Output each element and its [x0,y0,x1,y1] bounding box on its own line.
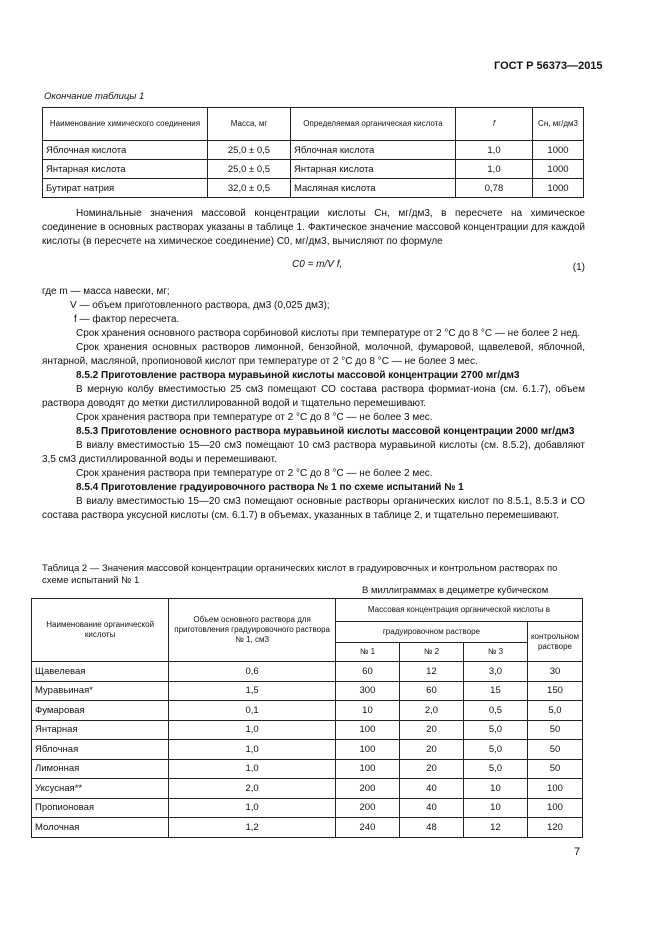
table-row [32,662,583,682]
cell: Яблочная кислота [43,141,208,160]
cell: 150 [527,681,582,701]
table-2 [31,598,583,838]
cell: 0,78 [456,179,533,198]
cell: 1,0 [169,798,336,818]
cell: 25,0 ± 0,5 [208,160,291,179]
table-1 [42,107,584,198]
cell: 40 [399,779,463,799]
cell: 100 [335,759,399,779]
section-heading-8-5-4: 8.5.4 Приготовление градуировочного раствора № 1 по схеме испытаний № 1 [76,482,464,493]
cell: Бутират натрия [43,179,208,198]
cell: 1,5 [169,681,336,701]
cell: 50 [527,759,582,779]
cell: 1000 [533,179,584,198]
cell: 2,0 [399,701,463,721]
cell: 1,0 [169,740,336,760]
col-header-cn: Сн, мг/дм3 [533,108,584,141]
cell: 48 [399,818,463,838]
cell: Янтарная кислота [291,160,456,179]
table1-continuation-caption: Окончание таблицы 1 [44,91,145,102]
cell: 0,1 [169,701,336,721]
cell: 100 [527,798,582,818]
cell: Пропионовая [32,798,169,818]
cell: 1000 [533,141,584,160]
formula-number: (1) [572,262,585,273]
cell: Яблочная [32,740,169,760]
definition-f: f — фактор пересчета. [74,314,180,325]
table-row [32,681,583,701]
cell: 1000 [533,160,584,179]
col-header-n3: № 3 [463,643,527,662]
section-heading-8-5-3: 8.5.3 Приготовление основного раствора муравьиной кислоты массовой концентрации 2000 мг/дм3 [76,426,575,437]
cell: 20 [399,759,463,779]
paragraph: Срок хранения раствора при температуре от 2 °С до 8 °С — не более 3 мес. [76,412,433,423]
document-header: ГОСТ Р 56373—2015 [494,60,603,72]
cell: Масляная кислота [291,179,456,198]
cell: 120 [527,818,582,838]
cell: 0,5 [463,701,527,721]
cell: 300 [335,681,399,701]
col-header-volume: Объем основного раствора для приготовления градуировочного раствора № 1, см3 [169,599,336,662]
definition-v: V — объем приготовленного раствора, дм3 (0,025 дм3); [70,300,330,311]
cell: 12 [463,818,527,838]
cell: 5,0 [463,740,527,760]
paragraph: Номинальные значения массовой концентрации кислоты Сн, мг/дм3, в пересчете на химическое соединение в основных растворах указаны в таблице 1. Фактическое значение массовой концентрации для каждой кислоты (в пересчете на химическое соединение) С0, мг/дм3, вычисляют по формуле [42,208,585,247]
cell: 20 [399,740,463,760]
paragraph: Срок хранения основных растворов лимонной, бензойной, молочной, фумаровой, щавелевой, яблочной, янтарной, масляной, пропионовой кислот при температуре от 2 °С до 8 °С — не более 3 мес. [42,342,585,367]
cell: 30 [527,662,582,682]
col-header-f: f [456,108,533,141]
table-row [32,740,583,760]
cell: Янтарная кислота [43,160,208,179]
paragraph: Срок хранения основного раствора сорбиновой кислоты при температуре от 2 °С до 8 °С — не более 2 нед. [76,328,581,339]
cell: 0,6 [169,662,336,682]
table-row [43,160,584,179]
col-header-mass-conc: Массовая концентрация органической кислоты в [335,599,582,622]
cell: 5,0 [463,759,527,779]
cell: Щавелевая [32,662,169,682]
cell: Молочная [32,818,169,838]
table-row [43,179,584,198]
col-header-calibration: градуировочном растворе [335,622,527,643]
cell: Янтарная [32,720,169,740]
cell: Муравьиная* [32,681,169,701]
page-number: 7 [574,846,581,858]
table-row [32,818,583,838]
table-row [32,701,583,721]
paragraph: В виалу вместимостью 15—20 см3 помещают основные растворы органических кислот по 8.5.1, 8.5.3 и СО состава раствора уксусной кислоты (см. 6.1.7) в объемах, указанных в таблице 2, и тщательно перемешивают. [42,496,585,521]
cell: 10 [463,779,527,799]
cell: 1,0 [456,141,533,160]
col-header-acid: Определяемая органическая кислота [291,108,456,141]
cell: 10 [335,701,399,721]
cell: 50 [527,740,582,760]
cell: 2,0 [169,779,336,799]
col-header-acid-name: Наименование органической кислоты [32,599,169,662]
col-header-n1: № 1 [335,643,399,662]
col-header-mass: Масса, мг [208,108,291,141]
table-header-row [43,108,584,141]
table-row [32,759,583,779]
col-header-compound: Наименование химического соединения [43,108,208,141]
table-row [32,720,583,740]
cell: 5,0 [527,701,582,721]
table-row [32,798,583,818]
cell: Лимонная [32,759,169,779]
cell: 100 [335,740,399,760]
cell: 25,0 ± 0,5 [208,141,291,160]
table-row [43,141,584,160]
cell: 240 [335,818,399,838]
cell: 1,2 [169,818,336,838]
body-text [42,207,585,523]
formula-1 [42,249,585,285]
definition-m: где m — масса навески, мг; [42,286,170,297]
cell: 40 [399,798,463,818]
cell: 12 [399,662,463,682]
cell: 200 [335,798,399,818]
cell: 15 [463,681,527,701]
cell: 200 [335,779,399,799]
cell: 100 [335,720,399,740]
cell: 60 [399,681,463,701]
cell: 1,0 [456,160,533,179]
table-header-row [32,599,583,622]
table2-caption: Таблица 2 — Значения массовой концентрации органических кислот в градуировочных и контрольном растворах по схеме испытаний № 1 [42,563,558,586]
cell: 5,0 [463,720,527,740]
cell: 60 [335,662,399,682]
paragraph: В мерную колбу вместимостью 25 см3 помещают СО состава раствора формиат-иона (см. 6.1.7), объем раствора доводят до метки дистиллированной водой и тщательно перемешивают. [42,384,585,409]
cell: Уксусная** [32,779,169,799]
cell: 1,0 [169,720,336,740]
cell: 1,0 [169,759,336,779]
paragraph: В виалу вместимостью 15—20 см3 помещают 10 см3 раствора муравьиной кислоты (см. 8.5.2), добавляют 3,5 см3 дистиллированной воды и перемешивают. [42,440,585,465]
section-heading-8-5-2: 8.5.2 Приготовление раствора муравьиной кислоты массовой концентрации 2700 мг/дм3 [76,370,520,381]
cell: 3,0 [463,662,527,682]
formula-expression: C0 = m/V f, [292,259,343,270]
table2-unit-note: В миллиграммах в дециметре кубическом [362,585,549,596]
col-header-control: контрольном растворе [527,622,582,662]
paragraph: Срок хранения раствора при температуре от 2 °С до 8 °С — не более 2 мес. [76,468,433,479]
cell: 32,0 ± 0,5 [208,179,291,198]
table-row [32,779,583,799]
cell: Фумаровая [32,701,169,721]
cell: 100 [527,779,582,799]
cell: 10 [463,798,527,818]
cell: 50 [527,720,582,740]
col-header-n2: № 2 [399,643,463,662]
cell: 20 [399,720,463,740]
cell: Яблочная кислота [291,141,456,160]
